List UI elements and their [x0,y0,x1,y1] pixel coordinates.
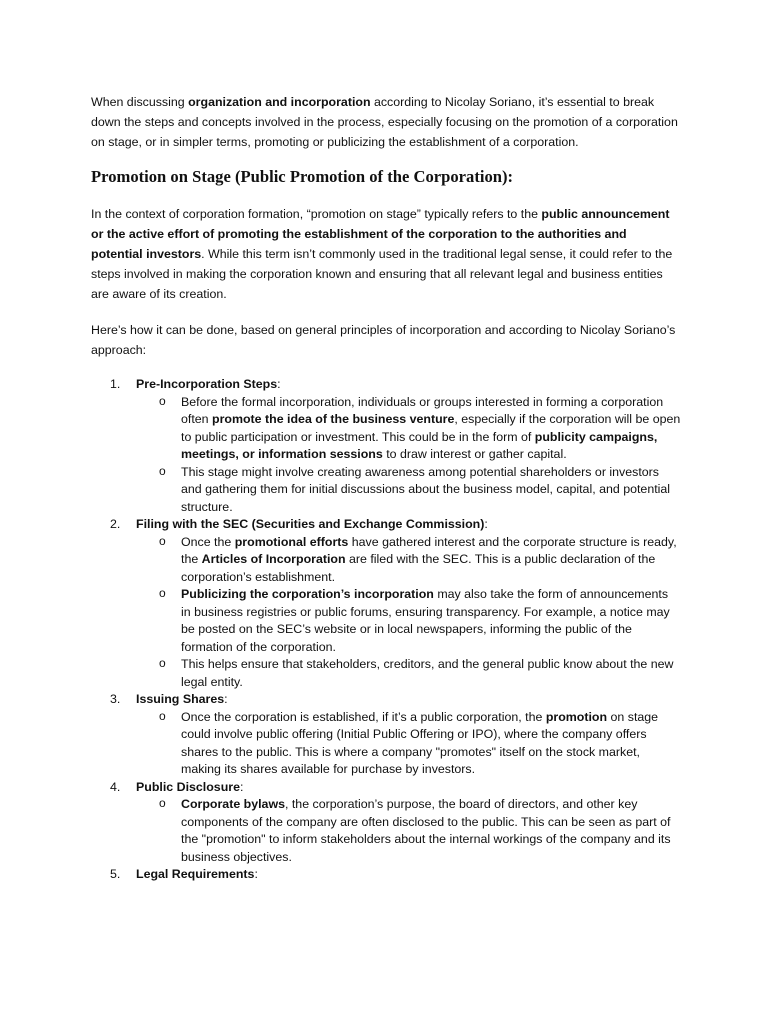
list-item-title-bold-text: Issuing Shares [136,692,225,706]
list-item-number: 4. [110,779,121,794]
list-item-title [136,516,681,534]
sub-list-item-bold-text: Articles of Incorporation [201,552,346,566]
context-paragraph-text: In the context of corporation formation, “promotion on stage” typically refers to the [91,207,542,221]
circle-bullet-icon: o [159,708,166,723]
intro-paragraph [91,92,681,152]
intro-paragraph-text: according to Nicolay Soriano, it’s essential to break down the steps and concepts involved in the process, especially focusing on the promotion of a corporation on stage, or in simpler terms, promoting or publicizing the establishment of a corporation. [91,95,678,149]
sub-list-item-text [181,465,670,514]
list-item-title-bold-text: Legal Requirements [136,867,255,881]
circle-bullet-icon: o [159,656,166,670]
sub-list-item-text [181,657,673,689]
list-item-number: 2. [110,517,121,531]
list-item-title-text: : [254,867,258,881]
sub-list [136,534,681,692]
list-item-title-text: : [239,779,244,794]
list-item-title-bold-text: Public Disclosure [136,779,240,794]
sub-list-item [136,656,681,691]
list-item [91,516,681,691]
sub-list-item [136,709,681,779]
circle-bullet-icon: o [159,796,166,810]
sub-list-item-text: on stage could involve public offering (Initial Public Offering or IPO), where the company offers shares to the public. This is where a company "promotes" itself on the stock market, making its shares available for purchase by investors. [181,709,659,776]
intro-paragraph-text: When discussing [91,95,189,109]
circle-bullet-icon: o [159,463,166,478]
sub-list [136,709,681,779]
sub-list-item-text: may also take the form of announcements in business registries or public forums, ensuring transparency. For example, a notice may be posted on the SEC’s website or in local newspapers, informing the public of the formation of the corporation. [181,587,670,654]
sub-list-item-bold-text: promote the idea of the business venture [212,412,455,426]
sub-list-item-text: Once the corporation is established, if it’s a public corporation, the [181,709,546,724]
sub-list-item [136,796,681,866]
sub-list-item-text: Before the formal incorporation, individuals or groups interested in forming a corporation often [181,394,664,426]
list-item-number: 5. [110,867,121,881]
sub-list-item-text: , the corporation’s purpose, the board of directors, and other key components of the company are often disclosed to the public. This can be seen as part of the "promotion" to inform stakeholders about the internal workings of the company and its business objectives. [181,797,671,864]
list-item [91,691,681,779]
list-item-number: 3. [110,692,121,706]
sub-list-item [136,464,681,517]
circle-bullet-icon: o [159,586,166,600]
document-body [91,92,681,884]
sub-list-item-text [181,587,670,654]
sub-list-item-bold-text: promotional efforts [234,534,349,549]
sub-list-item-text: are filed with the SEC. This is a public declaration of the corporation’s establishment. [181,552,656,584]
sub-list-item-text: have gathered interest and the corporate structure is ready, the [181,534,677,566]
sub-list-item-text: This helps ensure that stakeholders, creditors, and the general public know about the new legal entity. [181,657,674,689]
list-item [91,866,681,884]
sub-list-item-text: , especially if the corporation will be open to public participation or investment. This could be in the form of [181,412,681,444]
sub-list-item-text [181,797,671,864]
list-item-title-text: : [224,692,228,706]
sub-list-item-bold-text: Publicizing the corporation’s incorporation [181,587,434,601]
sub-list-item [136,586,681,656]
sub-list-item-text: to draw interest or gather capital. [382,447,567,461]
context-paragraph-text: . While this term isn’t commonly used in the traditional legal sense, it could refer to the steps involved in making the corporation known and ensuring that all relevant legal and business entities are aware of its creation. [91,247,673,301]
list-item-title-text: : [484,517,488,531]
circle-bullet-icon: o [159,533,166,548]
approach-paragraph [91,320,681,360]
list-item-number: 1. [110,377,121,391]
context-paragraph-bold-text: public announcement or the active effort of promoting the establishment of the corporation to the authorities and potential investors [91,207,670,261]
list-item-title-bold-text: Pre-Incorporation Steps [136,377,278,391]
circle-bullet-icon: o [159,393,166,408]
sub-list-item-bold-text: publicity campaigns, meetings, or information sessions [181,429,658,461]
context-paragraph [91,204,681,304]
list-item-title [136,376,681,394]
sub-list-item [136,534,681,587]
list-item-title-bold-text: Filing with the SEC (Securities and Exchange Commission) [136,517,485,531]
sub-list-item-text: This stage might involve creating awareness among potential shareholders or investors and gathering them for initial discussions about the business model, capital, and potential structure. [181,464,671,514]
sub-list-item-bold-text: Corporate bylaws [181,797,285,811]
intro-paragraph-bold-text: organization and incorporation [188,95,371,109]
list-item [91,376,681,516]
list-item-title [136,779,681,797]
section-heading: Promotion on Stage (Public Promotion of the Corporation): [91,167,514,186]
list-item-title-text: : [277,377,281,391]
sub-list [136,796,681,866]
sub-list [136,394,681,517]
sub-list-item-bold-text: promotion [545,709,608,724]
steps-list [91,376,681,884]
sub-list-item-text [181,395,680,462]
list-item-title [136,691,681,709]
sub-list-item-text [181,710,658,777]
sub-list-item-text [181,535,677,584]
sub-list-item-text: Once the [181,534,235,549]
list-item-title [136,866,681,884]
approach-paragraph-text: Here’s how it can be done, based on general principles of incorporation and according to Nicolay Soriano’s approach: [91,323,676,357]
list-item [91,779,681,867]
sub-list-item [136,394,681,464]
